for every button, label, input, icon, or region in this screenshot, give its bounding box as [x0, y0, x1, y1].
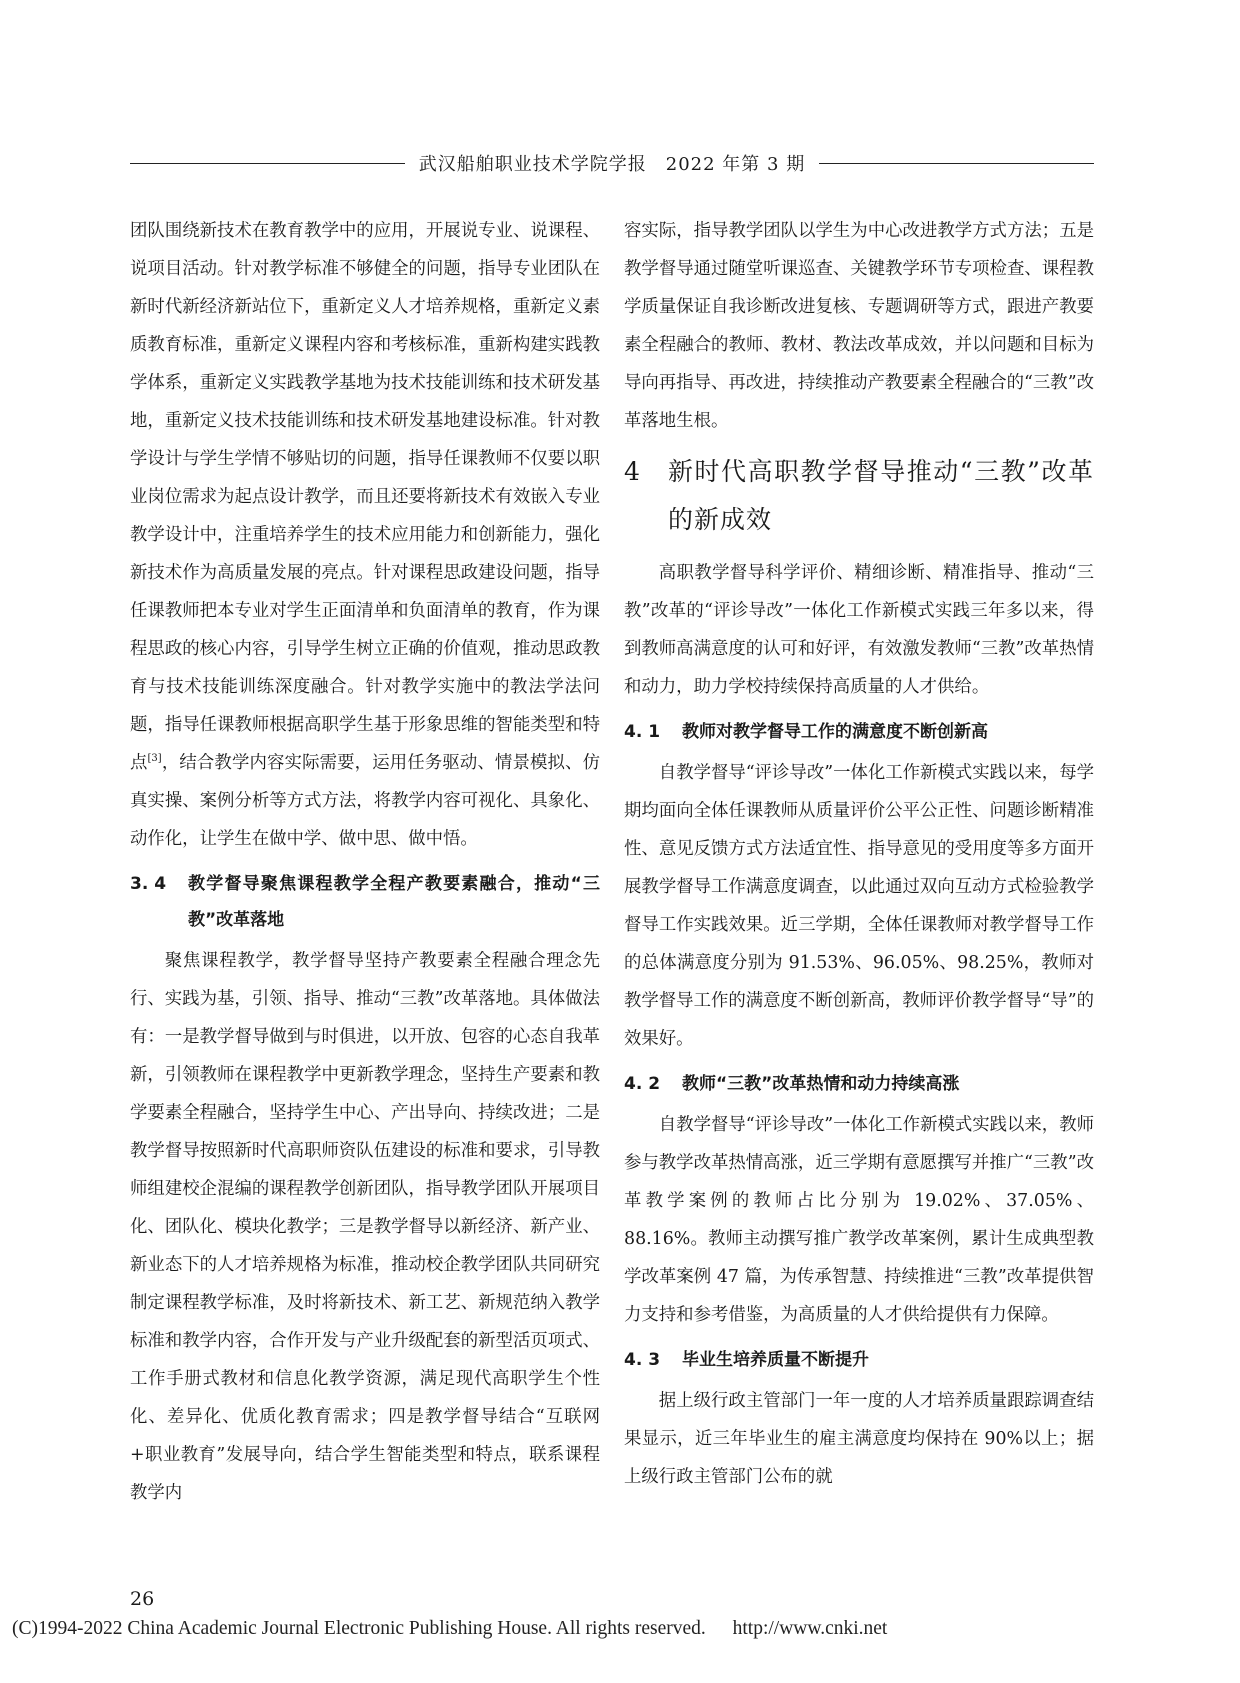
right-paragraph-3: 自教学督导“评诊导改”一体化工作新模式实践以来，教师参与教学改革热情高涨，近三学期有意愿撰写并推广“三教”改革教学案例的教师占比分别为 19.02%、37.05%、88.16%。教师主动撰写推广教学改革案例，累计生成典型教学改革案例 47 篇，为传承智慧、持续推进“三教”改革提供智力支持和参考借鉴，为高质量的人才供给提供有力保障。	[624, 1115, 1094, 1325]
section-title: 毕业生培养质量不断提升	[682, 1350, 869, 1370]
section-heading-3-4	[130, 866, 600, 938]
section-number: 4	[624, 457, 641, 486]
section-number: 3. 4	[130, 874, 167, 894]
left-paragraph-1-text: 团队围绕新技术在教育教学中的应用，开展说专业、说课程、说项目活动。针对教学标准不够健全的问题，指导专业团队在新时代新经济新站位下，重新定义人才培养规格，重新定义素质教育标准，重新定义课程内容和考核标准，重新构建实践教学体系，重新定义实践教学基地为技术技能训练和技术研发基地，重新定义技术技能训练和技术研发基地建设标准。针对教学设计与学生学情不够贴切的问题，指导任课教师不仅要以职业岗位需求为起点设计教学，而且还要将新技术有效嵌入专业教学设计中，注重培养学生的技术应用能力和创新能力，强化新技术作为高质量发展的亮点。针对课程思政建设问题，指导任课教师把本专业对学生正面清单和负面清单的教育，作为课程思政的核心内容，引导学生树立正确的价值观，推动思政教育与技术技能训练深度融合。针对教学实施中的教法学法问题，指导任课教师根据高职学生基于形象思维的智能类型和特点	[130, 221, 600, 773]
right-paragraph-1: 高职教学督导科学评价、精细诊断、精准指导、推动“三教”改革的“评诊导改”一体化工作新模式实践三年多以来，得到教师高满意度的认可和好评，有效激发教师“三教”改革热情和动力，助力学校持续保持高质量的人才供给。	[624, 563, 1094, 697]
footer-url: http://www.cnki.net	[732, 1618, 888, 1639]
section-heading-4-3	[624, 1342, 1094, 1378]
page-number: 26	[130, 1588, 155, 1610]
section-title: 教学督导聚焦课程教学全程产教要素融合，推动“三教”改革落地	[188, 874, 600, 930]
section-title: 教师对教学督导工作的满意度不断创新高	[682, 722, 988, 742]
copyright-text: (C)1994-2022 China Academic Journal Electronic Publishing House. All rights reserved.	[12, 1618, 706, 1639]
copyright-footer	[12, 1618, 887, 1640]
section-number: 4. 1	[624, 722, 661, 742]
section-number: 4. 2	[624, 1074, 661, 1094]
journal-title: 武汉船舶职业技术学院学报 2022 年第 3 期	[418, 154, 806, 175]
header-rule-left	[130, 163, 405, 164]
left-paragraph-1	[130, 212, 600, 858]
section-heading-4	[624, 448, 1094, 544]
section-number: 4. 3	[624, 1350, 661, 1370]
right-paragraph-4: 据上级行政主管部门一年一度的人才培养质量跟踪调查结果显示，近三年毕业生的雇主满意度均保持在 90%以上；据上级行政主管部门公布的就	[624, 1391, 1094, 1487]
right-column	[624, 212, 1094, 1496]
section-title: 新时代高职教学督导推动“三教”改革的新成效	[668, 457, 1094, 534]
section-title: 教师“三教”改革热情和动力持续高涨	[682, 1074, 960, 1094]
left-paragraph-2: 聚焦课程教学，教学督导坚持产教要素全程融合理念先行、实践为基，引领、指导、推动“三教”改革落地。具体做法有：一是教学督导做到与时俱进，以开放、包容的心态自我革新，引领教师在课程教学中更新教学理念，坚持生产要素和教学要素全程融合，坚持学生中心、产出导向、持续改进；二是教学督导按照新时代高职师资队伍建设的标准和要求，引导教师组建校企混编的课程教学创新团队，指导教学团队开展项目化、团队化、模块化教学；三是教学督导以新经济、新产业、新业态下的人才培养规格为标准，推动校企教学团队共同研究制定课程教学标准，及时将新技术、新工艺、新规范纳入教学标准和教学内容，合作开发与产业升级配套的新型活页项式、工作手册式教材和信息化教学资源，满足现代高职学生个性化、差异化、优质化教育需求；四是教学督导结合“互联网+职业教育”发展导向，结合学生智能类型和特点，联系课程教学内	[130, 951, 600, 1503]
header-rule-right	[819, 163, 1094, 164]
right-paragraph-2: 自教学督导“评诊导改”一体化工作新模式实践以来，每学期均面向全体任课教师从质量评价公平公正性、问题诊断精准性、意见反馈方式方法适宜性、指导意见的受用度等多方面开展教学督导工作满意度调查，以此通过双向互动方式检验教学督导工作实践效果。近三学期，全体任课教师对教学督导工作的总体满意度分别为 91.53%、96.05%、98.25%，教师对教学督导工作的满意度不断创新高，教师评价教学督导“导”的效果好。	[624, 763, 1094, 1049]
right-paragraph-0: 容实际，指导教学团队以学生为中心改进教学方式方法；五是教学督导通过随堂听课巡查、关键教学环节专项检查、课程教学质量保证自我诊断改进复核、专题调研等方式，跟进产教要素全程融合的教师、教材、教法改革成效，并以问题和目标为导向再指导、再改进，持续推动产教要素全程融合的“三教”改革落地生根。	[624, 221, 1094, 431]
left-column	[130, 212, 600, 1512]
section-heading-4-1	[624, 714, 1094, 750]
left-paragraph-1-tail: ，结合教学内容实际需要，运用任务驱动、情景模拟、仿真实操、案例分析等方式方法，将教学内容可视化、具象化、动作化，让学生在做中学、做中思、做中悟。	[130, 753, 600, 849]
section-heading-4-2	[624, 1066, 1094, 1102]
citation-ref: [3]	[147, 753, 162, 765]
running-header	[130, 150, 1094, 176]
